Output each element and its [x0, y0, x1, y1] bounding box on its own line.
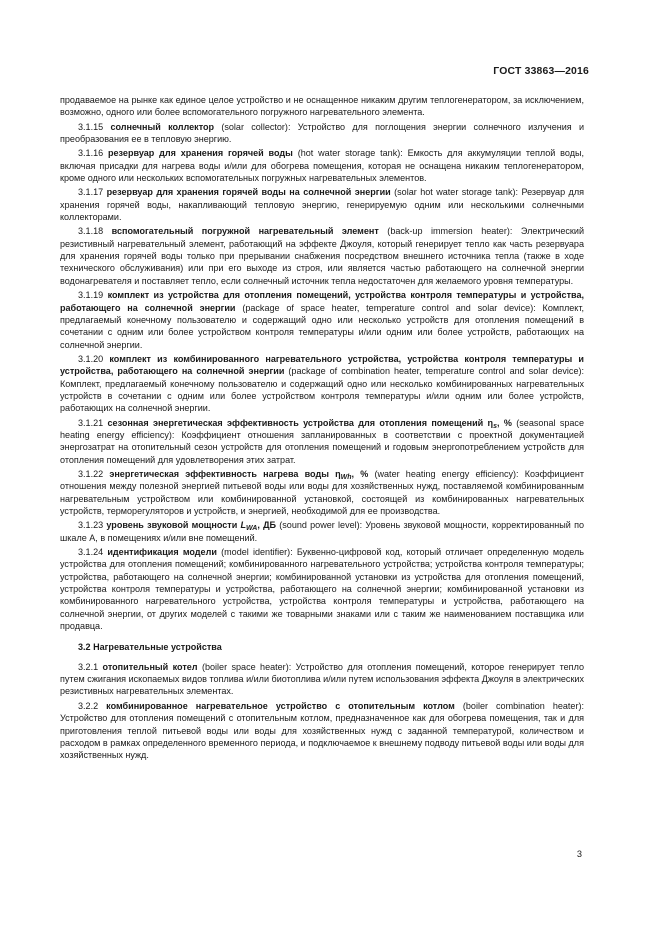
term-text: отопительный котел [102, 661, 198, 672]
paragraph-text: (model identifier): Буквенно-цифровой код, который отличает определенную модель устройства для отопления помещений; комбинированного нагревательного устройства; устройства контроля температуры; устройства, работающего на солнечной энергии; комбинированной установки из устройства для отопления помещений, устройства контроля температуры и устройства, работающего на солнечной энергии; комбинированной установки из комбинированного нагревательного устройства, устройства контроля температуры и устройства, работающего на солнечной энергии, от других моделей с такими же товарными знаками или с таким же наименованием поставщика или продавца. [60, 547, 584, 632]
paragraph-text: 3.1.15 [78, 121, 111, 132]
definition-paragraph [60, 661, 584, 698]
paragraph-text: (package of combination heater, temperature control and solar device): Комплект, предлагаемый конечному пользователю и содержащий одно или несколько комбинированных нагревательных устройств в сочетании с одним или более устройством контроля температуры и/или одним или более устройств, работающих на солнечной энергии. [60, 366, 584, 414]
definition-paragraph [60, 121, 584, 146]
term-text: резервуар для хранения горячей воды [108, 148, 293, 159]
term-text: энергетическая эффективность нагрева воды η [109, 468, 341, 479]
term-text: комбинированное нагревательное устройство с отопительным котлом [106, 700, 455, 711]
definition-paragraph [60, 353, 584, 415]
term-text: L [240, 520, 247, 531]
paragraph-text: продаваемое на рынке как единое целое устройство и не оснащенное никаким другим теплогенератором, за исключением, возможно, одного или более вспомогательного погружного нагревательного элемента. [60, 95, 584, 118]
section-heading [60, 641, 584, 653]
standard-designation: ГОСТ 33863—2016 [493, 66, 589, 77]
page-number: 3 [576, 849, 582, 859]
term-text: Wh [340, 473, 352, 481]
term-text: комплект из комбинированного нагревательного устройства, устройства контроля температуры и устройства, работающего на солнечной энергии [60, 353, 584, 377]
term-text: , % [351, 468, 369, 479]
paragraph-text: (boiler combination heater): Устройство для отопления помещений с отопительным котлом, предназначенное как для обогрева помещения, так и для приготовления теплой питьевой воды или воды для хозяйственных нужд с заданной температурой, количеством и расходом в рамках определенного временного периода, и подключаемое к внешнему подводу питьевой воды или воды для хозяйственных нужд. [60, 700, 585, 761]
paragraph-text: 3.1.17 [78, 187, 107, 198]
term-text: комплект из устройства для отопления помещений, устройства контроля температуры и устройства, работающего на солнечной энергии [60, 290, 584, 313]
paragraph-text: 3.1.21 [78, 417, 108, 428]
paragraph-text: 3.1.22 [78, 468, 110, 479]
term-text: сезонная энергетическая эффективность устройства для отопления помещений η [107, 417, 494, 428]
paragraph-text: 3.1.23 [78, 520, 107, 531]
paragraph-text: 3.1.19 [78, 290, 108, 301]
term-text: резервуар для хранения горячей воды на солнечной энергии [106, 187, 391, 198]
paragraph-text: (seasonal space heating energy efficiency): Коэффициент отношения запланированных в соответствии с проектной документацией энергозатрат на отопительный сезон устройств для отопления помещений и годовым энергопотреблением устройств для отопления помещений для удовлетворения этих затрат. [60, 417, 584, 465]
definition-paragraph [60, 94, 584, 119]
definition-paragraph [60, 546, 584, 632]
paragraph-text: (boiler space heater): Устройство для отопления помещений, которое генерирует тепло путем сжигания ископаемых видов топлива и/или биотоплива и/или путем использования эффекта Джоуля в электрических резистивных нагревательных элементах. [60, 661, 584, 697]
term-text: , % [496, 417, 512, 428]
page-body [60, 94, 584, 764]
paragraph-text: (sound power level): Уровень звуковой мощности, корректированный по шкале А, в помещениях и/или вне помещений. [60, 520, 584, 543]
paragraph-text: 3.2.2 [78, 700, 107, 711]
definition-paragraph [60, 468, 584, 517]
definition-paragraph [60, 519, 584, 544]
paragraph-text: 3.1.20 [78, 353, 110, 364]
definition-paragraph [60, 147, 584, 184]
paragraph-text: 3.1.18 [78, 226, 112, 237]
paragraph-text: (solar hot water storage tank): Резервуар для хранения горячей воды, накапливающий тепловую энергию, генерируемую одним или несколькими солнечными коллекторами. [60, 187, 585, 223]
paragraph-text: (back-up immersion heater): Электрический резистивный нагревательный элемент, работающий на эффекте Джоуля, который генерирует тепло как часть резервуара для хранения горячей воды только при прерывании снабжения посредством внешнего источника тепла (также в ходе технического обслуживания) или при его выходе из строя, или является частью работающего на солнечной энергии водонагревателя и поставляет тепло, если солнечный источник тепла недостаточен для желаемого уровня температуры. [60, 226, 584, 286]
definition-paragraph [60, 417, 584, 466]
term-text: , ДБ [257, 520, 277, 531]
definition-paragraph [60, 225, 584, 287]
paragraph-text: (package of space heater, temperature control and solar device): Комплект, предлагаемый конечному пользователю и содержащий одно или несколько устройств для отопления помещений в сочетании с одним или более устройством контроля температуры и/или одним или более устройств, работающих на солнечной энергии. [60, 302, 585, 350]
paragraph-text: 3.2 Нагревательные устройства [78, 642, 222, 653]
definition-paragraph [60, 186, 584, 223]
term-text: WA [246, 525, 258, 533]
definition-paragraph [60, 289, 584, 351]
term-text: s [493, 422, 497, 430]
paragraph-text: (solar collector): Устройство для поглощения энергии солнечного излучения и преобразования ее в тепловую энергию. [60, 121, 585, 145]
paragraph-text: 3.2.1 [78, 661, 103, 672]
term-text: уровень звуковой мощности [106, 520, 241, 531]
term-text: идентификация модели [107, 547, 217, 558]
term-text: солнечный коллектор [110, 121, 215, 132]
paragraph-text: (water heating energy efficiency): Коэффициент отношения между полезной энергией питьевой воды или воды для хозяйственных нужд, поставляемой комбинированным нагревательным устройством или комбинированной установкой, состоящей из комбинированных нагревательных устройств, терморегуляторов и устройств, и энергией, необходимой для ее производства. [60, 468, 585, 516]
term-text: вспомогательный погружной нагревательный элемент [111, 226, 379, 237]
paragraph-text: 3.1.16 [78, 148, 108, 159]
paragraph-text: (hot water storage tank): Емкость для аккумуляции теплой воды, включая присадки для нагрева воды и/или для обогрева помещения, которая не оснащена никаким теплогенератором, кроме одного или нескольких вспомогательных погружных нагревательных элементов. [60, 148, 584, 184]
paragraph-text: 3.1.24 [78, 547, 108, 558]
definition-paragraph [60, 700, 584, 762]
